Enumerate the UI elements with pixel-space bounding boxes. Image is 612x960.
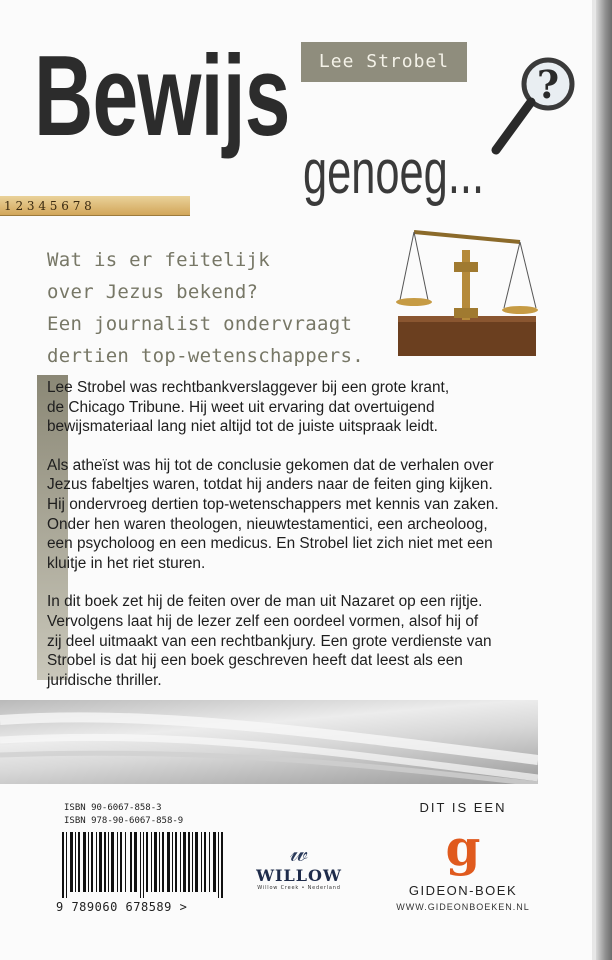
tagline-line: dertien top-wetenschappers. [47,345,364,367]
blurb-paragraph [47,592,547,690]
isbn-barcode-block [56,802,236,914]
gideon-g-icon [435,821,491,877]
tagline-line: over Jezus bekend? [47,281,259,303]
isbn-10: ISBN 90-6067-858-3 [64,803,162,813]
book-subtitle: genoeg... [303,138,485,207]
pages-curve-graphic [0,700,538,784]
blurb-line: een psycholoog en een medicus. En Strobel liet zich niet met een [47,535,493,553]
blurb-line: bewijsmateriaal lang niet altijd tot de juiste uitspraak leidt. [47,418,438,436]
barcode-number: 9 789060 678589 > [56,900,188,914]
blurb-line: Als atheïst was hij tot de conclusie gekomen dat de verhalen over [47,456,494,474]
author-name: Lee Strobel [301,42,467,82]
blurb-line: zij deel uitmaakt van een rechtbankjury. Een grote verdienste van [47,632,492,650]
blurb-line: kluitje in het riet sturen. [47,554,206,572]
willow-w-icon: 𝓌 [289,838,309,868]
gideon-url: WWW.GIDEONBOEKEN.NL [396,902,530,912]
book-pages-photo [0,700,538,784]
blurb-line: Onder hen waren theologen, nieuwtestamentici, een archeoloog, [47,515,488,533]
blurb-line: In dit boek zet hij de feiten over de man uit Nazaret op een rijtje. [47,593,483,611]
ruler-decoration: 1 2 3 4 5 6 7 8 [0,196,190,216]
book-title: Bewijs [34,33,290,160]
scales-icon [392,222,542,360]
tagline-line: Een journalist ondervraagt [47,313,353,335]
svg-text:?: ? [536,62,560,107]
publisher-logo [244,840,354,891]
barcode [56,832,232,898]
gideon-name: GIDEON-BOEK [408,883,518,898]
magnifier-question-icon [488,52,584,158]
blurb-paragraph [47,378,547,437]
tagline [47,244,364,372]
publisher-name: WILLOW [256,866,342,885]
spine-edge [596,0,612,960]
blurb-line: Lee Strobel was rechtbankverslaggever bij een grote krant, [47,379,450,396]
blurb-line: Hij ondervroeg dertien top-wetenschappers met kennis van zaken. [47,495,499,513]
blurb-paragraph [47,456,547,574]
blurb-line: Vervolgens laat hij de lezer zelf een oordeel vormen, alsof hij of [47,612,479,630]
gideon-label: DIT IS EEN [419,800,507,815]
tagline-line: Wat is er feitelijk [47,249,271,271]
blurb [47,378,547,709]
blurb-line: juridische thriller. [47,671,162,689]
gideon-logo-block [378,800,548,912]
publisher-subtitle: Willow Creek • Nederland [257,885,341,891]
blurb-line: de Chicago Tribune. Hij weet uit ervaring dat overtuigend [47,398,435,416]
blurb-line: Jezus fabeltjes waren, totdat hij anders naar de feiten ging kijken. [47,476,493,494]
svg-text:g: g [445,821,481,877]
blurb-line: Strobel is dat hij een boek geschreven heeft dat leest als een [47,652,463,670]
isbn-13: ISBN 978-90-6067-858-9 [64,816,184,826]
